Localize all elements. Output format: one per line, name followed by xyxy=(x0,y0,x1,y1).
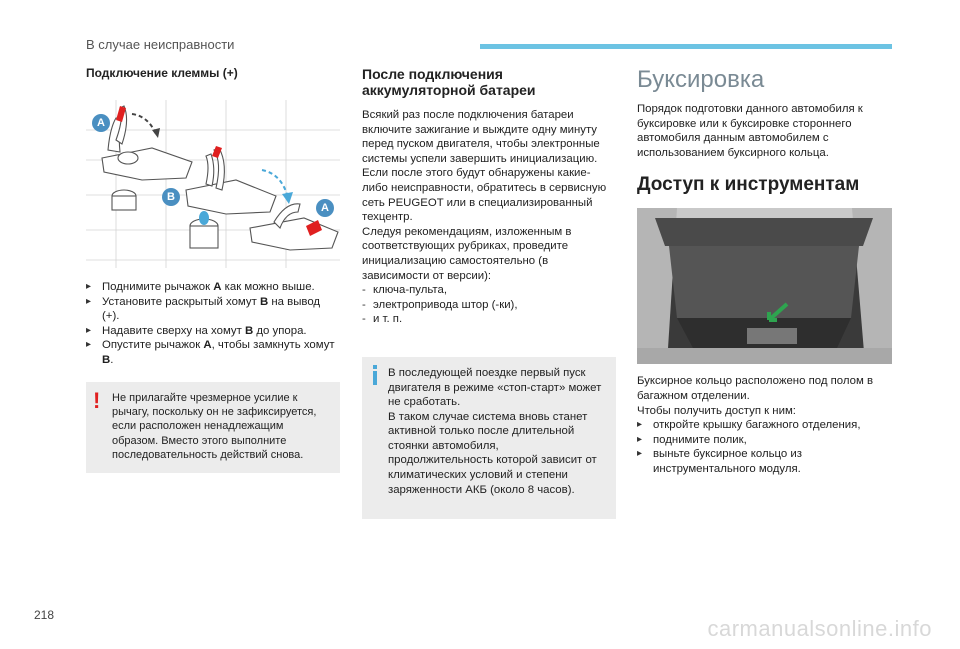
exclamation-icon: ! xyxy=(93,387,101,413)
page-number: 218 xyxy=(34,608,55,622)
tow-ring-location: Буксирное кольцо расположено под полом в багажном отделении. xyxy=(637,375,874,402)
label-b-badge: B xyxy=(162,188,180,206)
list-item: ▸ Опустите рычажок A, чтобы замкнуть хомут B. xyxy=(86,338,340,367)
terminal-heading: Подключение клеммы (+) xyxy=(86,66,238,80)
after-connection-paragraph-1: Всякий раз после подключения батареи включите зажигание и выждите одну минуту перед пуском двигателя, чтобы электронные системы успели завершить инициализацию. Если после этого будут обнаружены какие-либо неисправности, обратитесь в сервисную сеть PEUGEOT или в специализированный техцентр. xyxy=(362,109,607,224)
tow-ring-steps xyxy=(637,418,892,476)
column-after-connection xyxy=(362,66,616,519)
column-towing xyxy=(637,66,892,477)
list-item: ▸ поднимите полик, xyxy=(637,433,892,448)
info-text-1: В последующей поездке первый пуск двигателя в режиме «стоп-старт» может не сработать. xyxy=(388,366,602,409)
warning-box xyxy=(86,382,340,473)
list-item: ▸ Надавите сверху на хомут B до упора. xyxy=(86,324,340,339)
towing-intro: Порядок подготовки данного автомобиля к буксировке или к буксировке стороннего автомобиля данным автомобилем с использованием буксирного кольца. xyxy=(637,103,863,159)
info-icon xyxy=(370,365,380,385)
tow-ring-access-intro: Чтобы получить доступ к ним: xyxy=(637,404,796,417)
warning-text: Не прилагайте чрезмерное усилие к рычагу, поскольку он не зафиксируется, если расположен ненадлежащим образом. Вместо этого выполните последовательность действий снова. xyxy=(112,391,317,462)
after-connection-heading: После подключения аккумуляторной батареи xyxy=(362,66,536,98)
list-item: - ключа-пульта, xyxy=(362,283,616,298)
list-item: ▸ откройте крышку багажного отделения, xyxy=(637,418,892,433)
label-a-badge-left: A xyxy=(92,114,110,132)
column-battery-terminal xyxy=(86,66,340,473)
towing-heading: Буксировка xyxy=(637,66,765,93)
label-a-badge-right: A xyxy=(316,199,334,217)
terminal-steps-list xyxy=(86,280,340,368)
list-item: ▸ выньте буксирное кольцо из инструментального модуля. xyxy=(637,447,892,476)
chapter-accent-bar xyxy=(480,44,892,49)
info-box xyxy=(362,357,616,519)
clamp-illustration-svg xyxy=(86,100,340,268)
trunk-photo xyxy=(637,208,892,364)
watermark-text: carmanualsonline.info xyxy=(707,616,932,641)
chapter-title: В случае неисправности xyxy=(86,37,235,52)
reinit-list xyxy=(362,283,616,327)
list-item: - и т. п. xyxy=(362,312,616,327)
terminal-illustration xyxy=(86,100,340,268)
list-item: ▸ Установите раскрытый хомут B на вывод (+). xyxy=(86,295,340,324)
list-item: - электропривода штор (-ки), xyxy=(362,298,616,313)
tools-access-heading: Доступ к инструментам xyxy=(637,174,860,196)
after-connection-paragraph-2: Следуя рекомендациям, изложенным в соответствующих рубриках, проведите инициализацию самостоятельно (в зависимости от версии): xyxy=(362,225,572,282)
list-item: ▸ Поднимите рычажок A как можно выше. xyxy=(86,280,340,295)
info-text-2: В таком случае система вновь станет активной только после длительной стоянки автомобиля, продолжительность которой зависит от климатических условий и степени заряженности АКБ (около 8 часов). xyxy=(388,410,597,496)
